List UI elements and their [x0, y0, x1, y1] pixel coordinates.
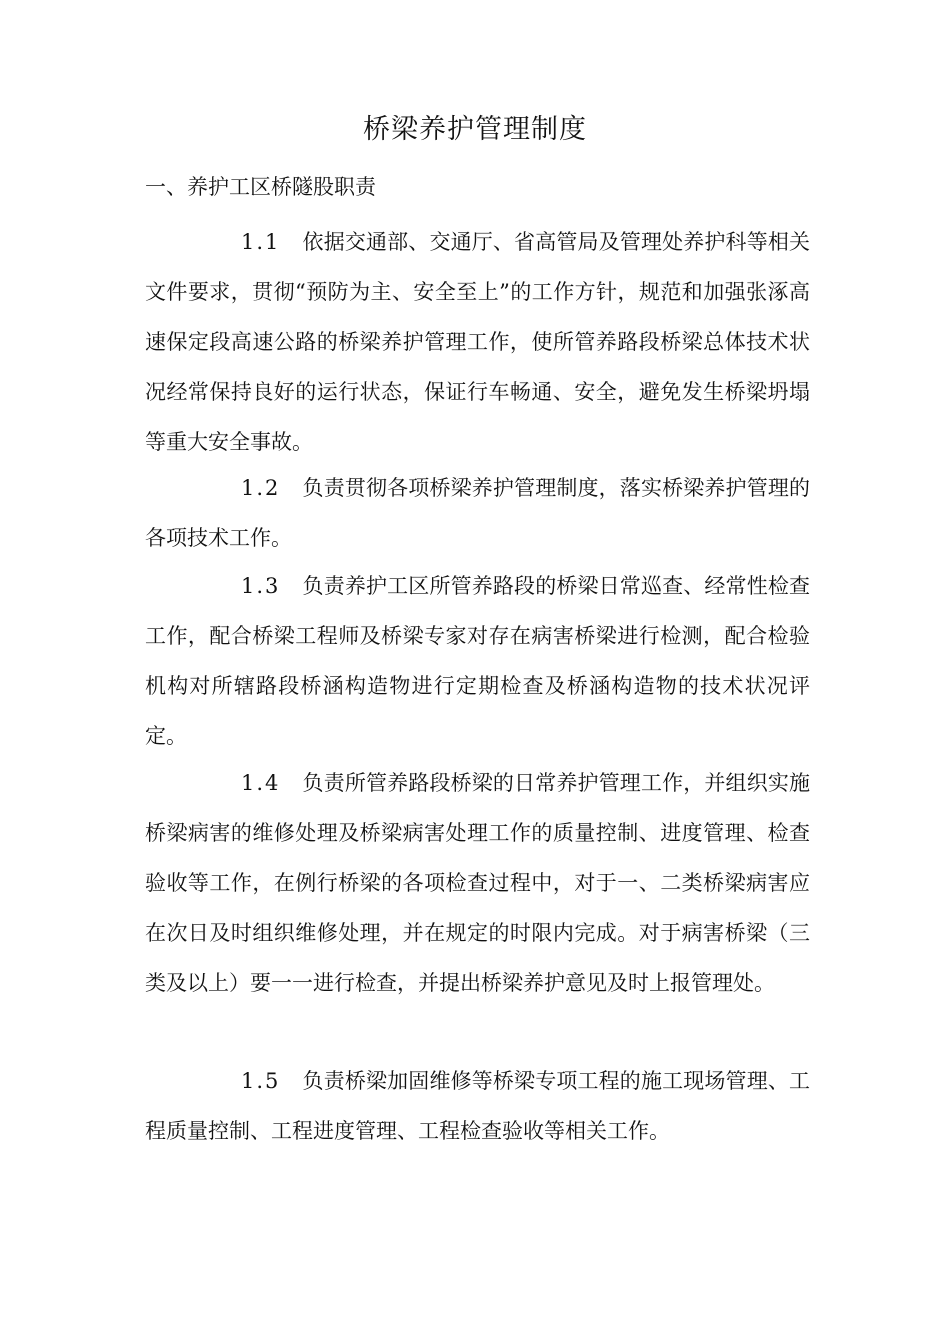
- paragraph-text: 负责桥梁加固维修等桥梁专项工程的施工现场管理、工程质量控制、工程进度管理、工程检查验收等相关工作。: [145, 1069, 810, 1143]
- paragraph-1-2: [145, 463, 810, 563]
- paragraph-text: 依据交通部、交通厅、省高管局及管理处养护科等相关文件要求，贯彻“预防为主、安全至上”的工作方针，规范和加强张涿高速保定段高速公路的桥梁养护管理工作，使所管养路段桥梁总体技术状况经常保持良好的运行状态，保证行车畅通、安全，避免发生桥梁坍塌等重大安全事故。: [145, 230, 810, 454]
- paragraph-1-5: [145, 1056, 810, 1156]
- paragraph-number: 1.1: [241, 230, 281, 254]
- section-heading: 一、养护工区桥隧股职责: [145, 175, 376, 199]
- paragraph-number: 1.2: [241, 476, 281, 500]
- paragraph-text: 负责贯彻各项桥梁养护管理制度，落实桥梁养护管理的各项技术工作。: [145, 476, 810, 550]
- paragraph-1-1: [145, 217, 810, 467]
- paragraph-number: 1.5: [241, 1069, 281, 1093]
- paragraph-number: 1.3: [241, 574, 281, 598]
- paragraph-text: 负责所管养路段桥梁的日常养护管理工作，并组织实施桥梁病害的维修处理及桥梁病害处理工作的质量控制、进度管理、检查验收等工作，在例行桥梁的各项检查过程中，对于一、二类桥梁病害应在次日及时组织维修处理，并在规定的时限内完成。对于病害桥梁（三类及以上）要一一进行检查，并提出桥梁养护意见及时上报管理处。: [145, 771, 810, 995]
- paragraph-1-4: [145, 758, 810, 1008]
- paragraph-text: 负责养护工区所管养路段的桥梁日常巡查、经常性检查工作，配合桥梁工程师及桥梁专家对存在病害桥梁进行检测，配合检验机构对所辖路段桥涵构造物进行定期检查及桥涵构造物的技术状况评定。: [145, 574, 810, 748]
- paragraph-number: 1.4: [241, 771, 281, 795]
- paragraph-1-3: [145, 561, 810, 761]
- document-title: 桥梁养护管理制度: [363, 114, 587, 145]
